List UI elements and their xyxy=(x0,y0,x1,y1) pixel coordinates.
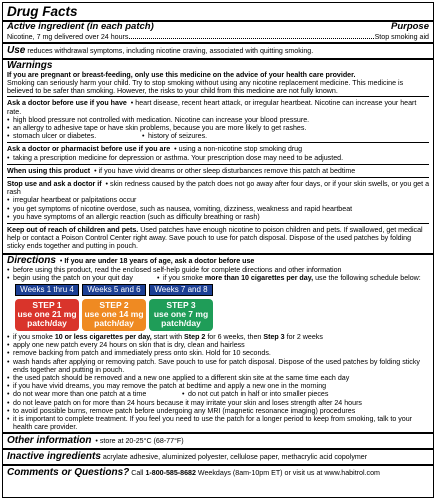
list-item: • if you smoke more than 10 cigarettes per day, use the following schedule below: xyxy=(157,274,429,282)
inactive-ingredients xyxy=(7,450,429,463)
directions-list-3 xyxy=(7,399,429,432)
schedule-step-1 xyxy=(15,284,79,331)
age-note: If you are under 18 years of age, ask a doctor before use xyxy=(64,256,255,265)
list-item: • taking a prescription medicine for depression or asthma. Your prescription dose may need to be adjusted. xyxy=(7,154,429,162)
list-item: • you get symptoms of nicotine overdose, such as nausea, vomiting, dizziness, weakness and rapid heartbeat xyxy=(7,205,429,213)
use-section xyxy=(7,44,429,57)
directions-pair-2 xyxy=(7,390,429,398)
keep-out-text: Used patches have enough nicotine to poison children and pets. If swallowed, get medical help or contact a Poison Control Center right away. Save pouch to use for patch disposal. Dispose of the used patches by folding sticky ends together and putting in pouch. xyxy=(7,225,423,251)
ask-doctor-section: Ask a doctor before use if you have • heart disease, recent heart attack, or irregular heartbeat. Nicotine can increase your heart rate. • high blood pressure not controlled with medication. Nicotine can increase your blood pressure. • an allergy to adhesive tape or have skin problems, because you are more likely to get rashes. • stomach ulcer or diabetes. • history of seizures. xyxy=(7,98,429,141)
list-item: • remove backing from patch and immediately press onto skin. Hold for 10 seconds. xyxy=(7,349,429,357)
warnings-title: Warnings xyxy=(7,59,53,71)
purpose-heading: Purpose xyxy=(390,21,429,32)
list-item: • history of seizures. xyxy=(142,132,429,140)
list-item: • high blood pressure not controlled with medication. Nicotine can increase your blood pressure. xyxy=(7,116,429,124)
directions-title: Directions xyxy=(7,254,56,266)
comments-call: Call xyxy=(131,469,144,478)
directions-list xyxy=(7,266,429,274)
divider xyxy=(7,164,429,165)
list-item: • irregular heartbeat or palpitations occur xyxy=(7,196,429,204)
phone-number: 1-800-585-8682 xyxy=(145,469,196,478)
other-info-title: Other information xyxy=(7,435,92,447)
list-item: • if you smoke 10 or less cigarettes per day, start with Step 2 for 6 weeks, then Step 3 for 2 weeks xyxy=(7,333,429,341)
directions-list-2 xyxy=(7,333,429,390)
list-item: • do not wear more than one patch at a time xyxy=(7,390,182,398)
use-text: reduces withdrawal symptoms, including nicotine craving, associated with quitting smoking. xyxy=(27,46,314,55)
schedule-step-2 xyxy=(82,284,146,331)
keep-out-heading: Keep out of reach of children and pets. xyxy=(7,225,139,234)
list-item: • do not leave patch on for more than 24 hours because it may irritate your skin and loses strength after 24 hours xyxy=(7,399,429,407)
keep-out-section xyxy=(7,225,429,252)
ask-pharmacist-heading: Ask a doctor or pharmacist before use if you are xyxy=(7,145,171,154)
pregnant-warning: If you are pregnant or breast-feeding, only use this medicine on the advice of your health care provider. xyxy=(7,70,356,79)
when-using-heading: When using this product xyxy=(7,166,91,175)
dosing-schedule xyxy=(15,284,429,331)
stop-use-heading: Stop use and ask a doctor if xyxy=(7,179,102,188)
inactive-text: acrylate adhesive, aluminized polyester, cellulose paper, methacrylic acid copolymer xyxy=(102,453,368,462)
weeks-label: Weeks 1 thru 4 xyxy=(15,284,79,296)
divider xyxy=(7,96,429,97)
list-item: • it is important to complete treatment. If you feel you need to use the patch for a longer period to keep from smoking, talk to your health care provider. xyxy=(7,415,429,431)
purpose: Stop smoking aid xyxy=(374,32,429,41)
step-box: STEP 2 use one 14 mg patch/day xyxy=(82,299,146,331)
directions-pair xyxy=(7,274,429,282)
stop-use-first: skin redness caused by the patch does not go away after four days, or if your skin swells, or you get a rash xyxy=(7,179,430,197)
comments-title: Comments or Questions? xyxy=(7,467,130,479)
other-info-text: store at 20-25°C (68-77°F) xyxy=(99,437,184,446)
divider xyxy=(7,223,429,224)
list-item: • apply one new patch every 24 hours on skin that is dry, clean and hairless xyxy=(7,341,429,349)
drug-facts-panel xyxy=(2,2,434,498)
inactive-title: Inactive ingredients xyxy=(7,451,101,463)
divider xyxy=(7,142,429,143)
ask-doctor-first: heart disease, recent heart attack, or irregular heartbeat. Nicotine can increase your heart rate. xyxy=(7,99,417,116)
list-item: • if you have vivid dreams, you may remove the patch at bedtime and apply a new one in the morning xyxy=(7,382,429,390)
step-box: STEP 1 use one 21 mg patch/day xyxy=(15,299,79,331)
active-ingredient-heading: Active ingredient (in each patch) xyxy=(7,21,154,32)
leader-dots xyxy=(129,38,373,39)
active-header-row xyxy=(7,22,429,33)
comments-section xyxy=(7,466,429,479)
pregnant-text: Smoking can seriously harm your child. Try to stop smoking without using any nicotine replacement medicine. This medicine is believed to be safer than smoking. However, the risks to your child from this medicine are not fully known. xyxy=(7,78,404,96)
divider xyxy=(7,177,429,178)
list-item: • stomach ulcer or diabetes. xyxy=(7,132,142,140)
list-item: • before using this product, read the enclosed self-help guide for complete directions and other information xyxy=(7,266,429,274)
list-item: • wash hands after applying or removing patch. Save pouch to use for patch disposal. Dispose of the used patches by folding sticky ends together and putting in pouch. xyxy=(7,358,429,374)
drug-facts-title: Drug Facts xyxy=(7,4,78,19)
ask-doctor-heading: Ask a doctor before use if you have xyxy=(7,99,127,108)
list-item: • the used patch should be removed and a new one applied to a different skin site at the same time each day xyxy=(7,374,429,382)
list-item: • to avoid possible burns, remove patch before undergoing any MRI (magnetic resonance imaging) procedures xyxy=(7,407,429,415)
schedule-step-3 xyxy=(149,284,213,331)
weeks-label: Weeks 5 and 6 xyxy=(82,284,146,296)
list-item: • begin using the patch on your quit day xyxy=(7,274,157,282)
step-box: STEP 3 use one 7 mg patch/day xyxy=(149,299,213,331)
use-title: Use xyxy=(7,44,26,56)
when-using-section: When using this product • if you have vivid dreams or other sleep disturbances remove this patch at bedtime xyxy=(7,166,356,175)
ask-pharmacist-section: Ask a doctor or pharmacist before use if you are • using a non-nicotine stop smoking drug • taking a prescription medicine for depression or asthma. Your prescription dose may need to be adjusted. xyxy=(7,144,429,162)
when-using-text: if you have vivid dreams or other sleep disturbances remove this patch at bedtime xyxy=(98,166,356,175)
list-item: • you have symptoms of an allergic reaction (such as difficulty breathing or rash) xyxy=(7,213,429,221)
directions-heading-row: Directions • If you are under 18 years of age, ask a doctor before use xyxy=(7,254,255,266)
stop-use-section: Stop use and ask a doctor if • skin redness caused by the patch does not go away after four days, or if your skin swells, or you get a rash • irregular heartbeat or palpitations occur • you get symptoms of nicotine overdose, such as nausea, vomiting, dizziness, weakness and rapid heartbeat • you have symptoms of an allergic reaction (such as difficulty breathing or rash) xyxy=(7,179,429,222)
comments-hours: Weekdays (8am-10pm ET) or visit us at www.habitrol.com xyxy=(197,469,380,478)
list-item: • do not cut patch in half or into smaller pieces xyxy=(182,390,429,398)
weeks-label: Weeks 7 and 8 xyxy=(149,284,213,296)
active-ingredient-row xyxy=(7,33,429,41)
list-item: • an allergy to adhesive tape or have skin problems, because you are more likely to get rashes. xyxy=(7,124,429,132)
active-ingredient: Nicotine, 7 mg delivered over 24 hours xyxy=(7,32,129,41)
ask-pharmacist-first: using a non-nicotine stop smoking drug xyxy=(178,145,303,154)
other-information: Other information • store at 20-25°C (68-77°F) xyxy=(7,435,184,447)
